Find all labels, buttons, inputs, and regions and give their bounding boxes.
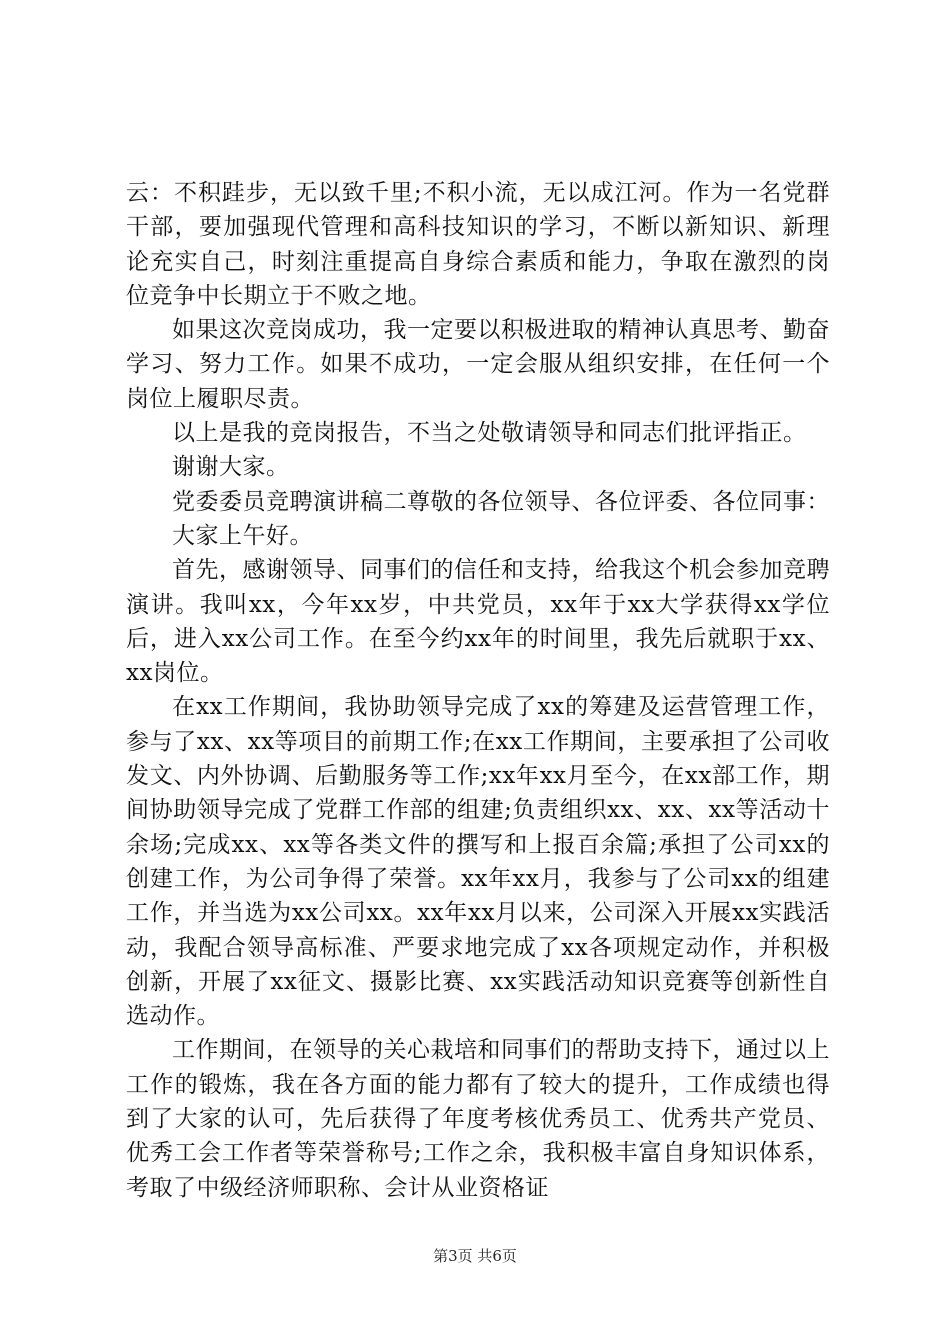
paragraph-3: 以上是我的竞岗报告，不当之处敬请领导和同志们批评指正。 <box>172 420 807 447</box>
document-body <box>126 176 830 1205</box>
paragraph-1: 云：不积跬步，无以致千里;不积小流，无以成江河。作为一名党群干部，要加强现代管理和高科技知识的学习，不断以新知识、新理论充实自己，时刻注重提高自身综合素质和能力，争取在激烈的岗位竞争中长期立于不败之地。 <box>126 180 830 309</box>
paragraph-6: 大家上午好。 <box>172 522 313 549</box>
paragraph-8: 在xx工作期间，我协助领导完成了xx的筹建及运营管理工作，参与了xx、xx等项目的前期工作;在xx工作期间，主要承担了公司收发文、内外协调、后勤服务等工作;xx年xx月至今，在xx部工作，期间协助领导完成了党群工作部的组建;负责组织xx、xx、xx等活动十余场;完成xx、xx等各类文件的撰写和上报百余篇;承担了公司xx的创建工作，为公司争得了荣誉。xx年xx月，我参与了公司xx的组建工作，并当选为xx公司xx。xx年xx月以来，公司深入开展xx实践活动，我配合领导高标准、严要求地完成了xx各项规定动作，并积极创新，开展了xx征文、摄影比赛、xx实践活动知识竞赛等创新性自选动作。 <box>126 694 830 1030</box>
paragraph-9: 工作期间，在领导的关心栽培和同事们的帮助支持下，通过以上工作的锻炼，我在各方面的能力都有了较大的提升，工作成绩也得到了大家的认可，先后获得了年度考核优秀员工、优秀共产党员、优秀工会工作者等荣誉称号;工作之余，我积极丰富自身知识体系，考取了中级经济师职称、会计从业资格证 <box>126 1037 830 1201</box>
paragraph-2: 如果这次竞岗成功，我一定要以积极进取的精神认真思考、勤奋学习、努力工作。如果不成功，一定会服从组织安排，在任何一个岗位上履职尽责。 <box>126 317 830 412</box>
paragraph-4: 谢谢大家。 <box>172 454 290 481</box>
page-number-footer: 第3页 共6页 <box>433 1247 517 1265</box>
paragraph-7: 首先，感谢领导、同事们的信任和支持，给我这个机会参加竞聘演讲。我叫xx，今年xx岁，中共党员，xx年于xx大学获得xx学位后，进入xx公司工作。在至今约xx年的时间里，我先后就职于xx、xx岗位。 <box>126 557 830 687</box>
paragraph-5: 党委委员竞聘演讲稿二尊敬的各位领导、各位评委、各位同事： <box>172 488 830 515</box>
